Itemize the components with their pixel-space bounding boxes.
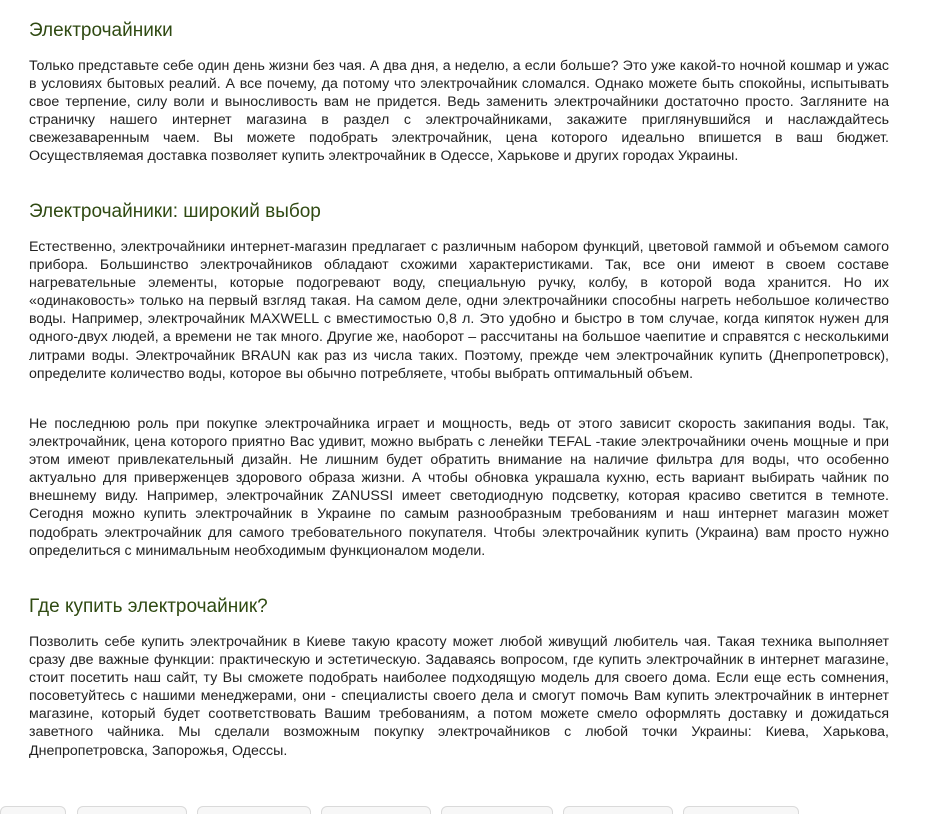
bottom-tab-strip [0,806,936,814]
section-text-choice-2: Не последнюю роль при покупке электрочайника играет и мощность, ведь от этого зависит скорость закипания воды. Так, электрочайник, цена которого приятно Вас удивит, можно выбрать с ленейки TEFAL -такие электрочайники очень мощные и при этом имеют привлекательный дизайн. Не лишним будет обратить внимание на наличие фильтра для воды, что особенно актуально для приверженцев здорового образа жизни. А чтобы обновка украшала кухню, есть вариант выбирать чайник по внешнему виду. Например, электрочайник ZANUSSI имеет светодиодную подсветку, которая красиво светится в темноте. Сегодня можно купить электрочайник в Украине по самым разнообразным требованиям и наш интернет магазин может подобрать электрочайник для самого требовательного покупателя. Чтобы электрочайник купить (Украина) вам просто нужно определиться с минимальным необходимым функционалом модели. [29,416,889,559]
section-text-intro: Только представьте себе один день жизни без чая. А два дня, а неделю, а если больше? Это уже какой-то ночной кошмар и ужас в условиях бытовых реалий. А все почему, да потому что электрочайник сломался. Однако можете быть спокойны, испытывать свое терпение, силу воли и выносливость вам не придется. Ведь заменить электрочайники достаточно просто. Загляните на страничку нашего интернет магазина в раздел с электрочайниками, закажите приглянувшийся и наслаждайтесь свежезаваренным чаем. Вы можете подобрать электрочайник, цена которого идеально впишется в ваш бюджет. Осуществляемая доставка позволяет купить электрочайник в Одессе, Харькове и других городах Украины. [29,58,889,165]
section-text-where-to-buy: Позволить себе купить электрочайник в Киеве такую красоту может любой живущий любитель чая. Такая техника выполняет сразу две важные функции: практическую и эстетическую. Задаваясь вопросом, где купить электрочайник в интернет магазине, стоит посетить наш сайт, ту Вы сможете подобрать наиболее подходящую модель для своего дома. Если еще есть сомнения, посоветуйтесь с нашими менеджерами, они - специалисты своего дела и смогут помочь Вам купить электрочайник в интернет магазине, который будет соответствовать Вашим требованиям, а потом можете смело оформлять доставку и дожидаться заветного чайника. Мы сделали возможным покупку электрочайников с любой точки Украины: Киева, Харькова, Днепропетровска, Запорожья, Одессы. [29,634,889,759]
bottom-tab[interactable] [77,806,187,814]
bottom-tab[interactable] [0,806,66,814]
section-title-wide-choice: Электрочайники: широкий выбор [29,201,321,222]
bottom-tab[interactable] [683,806,799,814]
section-text-choice-1: Естественно, электрочайники интернет-магазин предлагает с различным набором функций, цветовой гаммой и объемом самого прибора. Большинство электрочайников обладают схожими характеристиками. Так, все они имеют в своем составе нагревательные элементы, которые подогревают воду, специальную ручку, колбу, в которой вода хранится. Но их «одинаковость» только на первый взгляд такая. На самом деле, одни электрочайники способны нагреть небольшое количество воды. Например, электрочайник MAXWELL с вместимостью 0,8 л. Это удобно и быстро в том случае, когда кипяток нужен для одного-двух людей, а времени не так много. Другие же, наоборот – рассчитаны на большое чаепитие и справятся с несколькими литрами воды. Электрочайник BRAUN как раз из числа таких. Поэтому, прежде чем электрочайник купить (Днепропетровск), определите количество воды, которое вы обычно потребляете, чтобы выбрать оптимальный объем. [29,239,889,382]
section-title-electric-kettles: Электрочайники [29,20,173,41]
bottom-tab[interactable] [321,806,431,814]
bottom-tab[interactable] [563,806,673,814]
bottom-tab[interactable] [441,806,553,814]
section-title-where-to-buy: Где купить электрочайник? [29,596,268,617]
bottom-tab[interactable] [197,806,311,814]
